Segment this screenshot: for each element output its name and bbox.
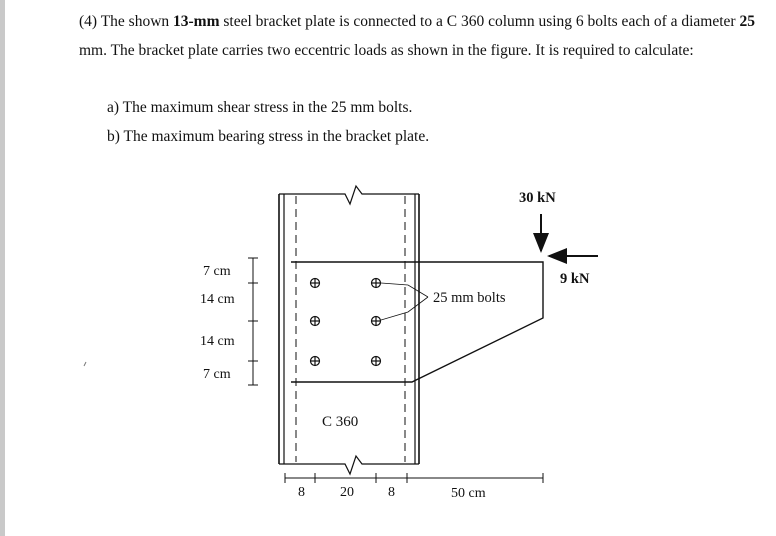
bolt-6 [372, 357, 381, 366]
bolt-diameter: 25 [739, 13, 755, 30]
vdim-7cm-bottom: 7 cm [203, 367, 231, 382]
horizontal-dimension-line [285, 473, 543, 483]
bolts [311, 279, 381, 366]
vdim-7cm-top: 7 cm [203, 264, 231, 279]
bolt-4 [372, 279, 381, 288]
bolt-3 [311, 357, 320, 366]
problem-text-1: The shown [100, 13, 170, 30]
column-label: C 360 [322, 414, 359, 430]
problem-text-2: steel bracket plate is connected to a C 360 column using 6 bolts each of a diameter [223, 13, 736, 30]
bracket-plate [291, 262, 543, 382]
bolt-2 [311, 317, 320, 326]
plate-thickness: 13-mm [173, 13, 220, 30]
hdim-20: 20 [340, 485, 354, 500]
load-9kn-label: 9 kN [560, 271, 590, 287]
bolt-1 [311, 279, 320, 288]
column-c360 [279, 186, 419, 474]
load-30kn-label: 30 kN [519, 190, 556, 206]
vdim-14cm-2: 14 cm [200, 334, 235, 349]
part-a: a) The maximum shear stress in the 25 mm bolts. [107, 99, 413, 116]
hdim-8-left: 8 [298, 485, 305, 500]
hdim-8-right: 8 [388, 485, 395, 500]
bolt-5 [372, 317, 381, 326]
vdim-14cm-1: 14 cm [200, 292, 235, 307]
part-b: b) The maximum bearing stress in the bracket plate. [107, 127, 430, 145]
stray-mark [84, 362, 86, 366]
vertical-dimension-line [248, 258, 258, 385]
bolts-label: 25 mm bolts [433, 290, 506, 306]
problem-text-3: mm. The bracket plate carries two eccentric loads as shown in the figure. It is required to calculate: [79, 41, 694, 59]
problem-number: (4) [79, 13, 98, 30]
hdim-50cm: 50 cm [451, 486, 486, 501]
